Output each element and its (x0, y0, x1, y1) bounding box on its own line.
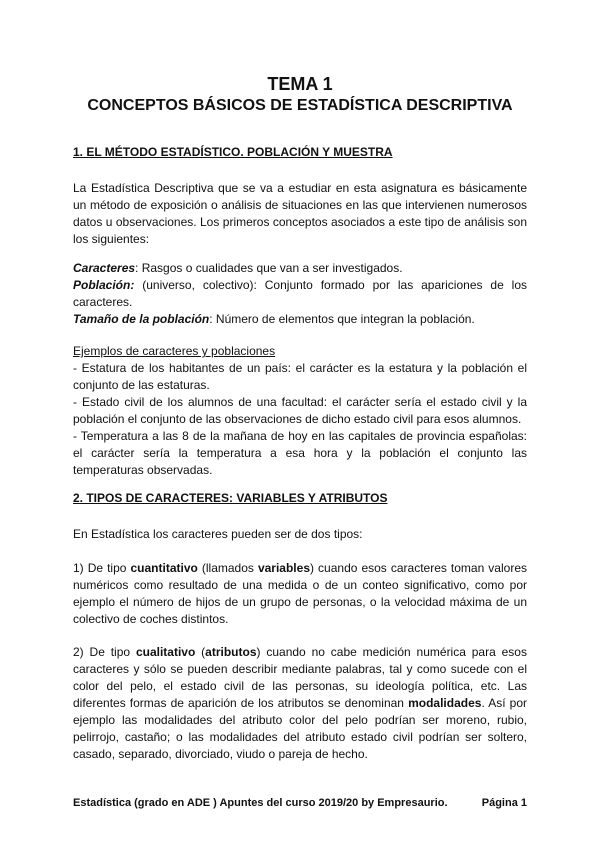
definition-term: Población: (73, 278, 135, 292)
definition-item (73, 311, 527, 328)
examples-block (73, 343, 527, 479)
text-run: ( (195, 645, 206, 659)
section-1-heading: 1. EL MÉTODO ESTADÍSTICO. POBLACIÓN Y MUESTRA (73, 145, 393, 159)
definition-item (73, 277, 527, 311)
term-variables: variables (257, 561, 310, 575)
definition-text: : Número de elementos que integran la población. (209, 312, 475, 326)
text-run: (llamados (197, 561, 258, 575)
page-title: TEMA 1 (267, 74, 333, 94)
term-atributos: atributos (205, 645, 257, 659)
type-qualitative-paragraph (73, 644, 527, 763)
definition-item (73, 260, 527, 277)
term-cualitativo: cualitativo (135, 645, 196, 659)
text-run: . Así por ejemplo las modalidades del atributo color del pelo podrían ser moreno, rubio, pelirrojo, castaño; o las modalidades del atributo estado civil podrían ser soltero, casado, separado, divorciado, viudo o pareja de hecho. (73, 696, 527, 761)
page-footer (73, 797, 527, 809)
text-run: ) cuando esos caracteres toman valores numéricos como resultado de una medida o de un conteo significativo, como por ejemplo el número de hijos de un grupo de personas, o la velocidad máxima de un colectivo de coches distintos. (73, 561, 527, 626)
text-run: 1) De tipo (73, 561, 131, 575)
definition-term: Caracteres (73, 261, 136, 275)
example-item: - Temperatura a las 8 de la mañana de hoy en las capitales de provincia españolas: el carácter sería la temperatura a esa hora y la población el conjunto las temperaturas observadas. (73, 429, 527, 477)
term-modalidades: modalidades (408, 696, 482, 710)
text-run: ) cuando no cabe medición numérica para esos caracteres y sólo se pueden describir mediante palabras, tal y como sucede con el color del pelo, el estado civil de las personas, su ideología política, etc. Las diferentes formas de aparición de los atributos se denominan (73, 645, 527, 710)
section-2-intro: En Estadística los caracteres pueden ser de dos tipos: (73, 527, 363, 541)
example-item: - Estatura de los habitantes de un país: el carácter es la estatura y la población el conjunto de las estaturas. (73, 361, 527, 392)
text-run: 2) De tipo (73, 645, 136, 659)
term-cuantitativo: cuantitativo (130, 561, 198, 575)
example-item: - Estado civil de los alumnos de una facultad: el carácter sería el estado civil y la población el conjunto de las observaciones de dicho estado civil para esos alumnos. (73, 395, 527, 426)
type-quantitative-paragraph (73, 560, 527, 628)
definition-term: Tamaño de la población (73, 312, 210, 326)
page-subtitle: CONCEPTOS BÁSICOS DE ESTADÍSTICA DESCRIPTIVA (87, 97, 513, 114)
section-2-heading: 2. TIPOS DE CARACTERES: VARIABLES Y ATRIBUTOS (73, 491, 388, 505)
definition-text: : Rasgos o cualidades que van a ser investigados. (135, 261, 403, 275)
footer-page-number: Página 1 (481, 797, 527, 809)
section-1-intro: La Estadística Descriptiva que se va a estudiar en esta asignatura es básicamente un método de exposición o análisis de situaciones en las que intervienen numerosos datos u observaciones. Los primeros conceptos asociados a este tipo de análisis son los siguientes: (73, 181, 527, 246)
examples-heading: Ejemplos de caracteres y poblaciones (73, 344, 276, 358)
definitions-list (73, 260, 527, 328)
definition-text: (universo, colectivo): Conjunto formado por las apariciones de los caracteres. (73, 278, 527, 309)
footer-course-info: Estadística (grado en ADE ) Apuntes del curso 2019/20 by Empresaurio. (73, 797, 448, 809)
